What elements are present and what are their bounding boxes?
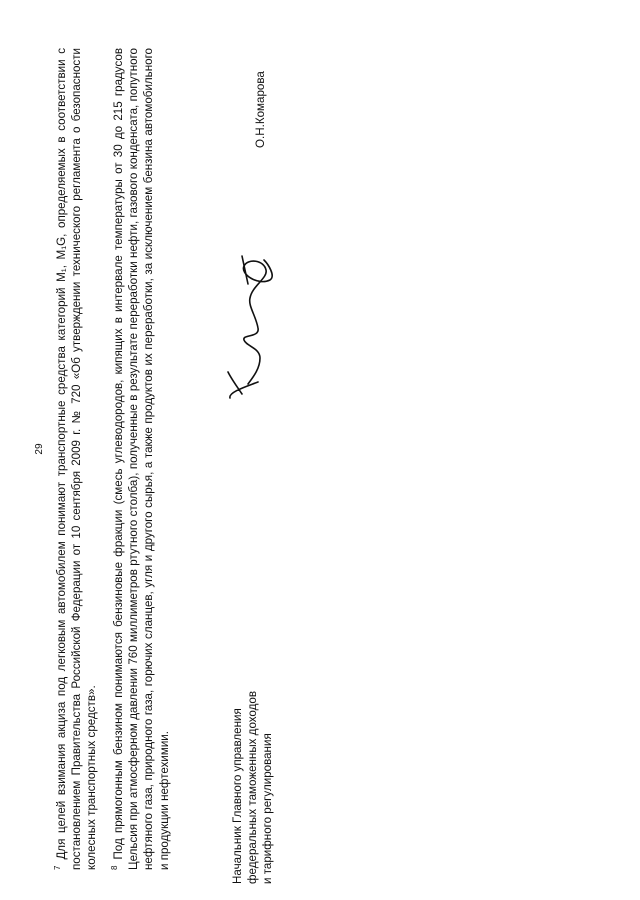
footnote-number: 8 — [110, 865, 120, 870]
signer-name: О.Н.Комарова — [254, 71, 267, 148]
signer-title-line: Начальник Главного управления — [231, 708, 244, 884]
footnote-8 — [111, 48, 172, 870]
page-number: 29 — [34, 443, 45, 455]
footnote-text: Под прямогонным бензином понимаются бензиновые фракции (смесь углеводородов, кипящих в интервале температуры от 30 до 215 градусов Цельсия при атмосферном давлении 760 миллиметров ртутного столба), полученные в результате переработки нефти, газового конденсата, попутного нефтяного газа, природного газа, горючих сланцев, угля и другого сырья, а также продуктов их переработки, за исключением бензина автомобильного и продукции нефтехимии. — [112, 48, 171, 870]
footnote-number: 7 — [53, 865, 63, 870]
handwritten-signature — [208, 252, 278, 402]
signer-title-line: и тарифного регулирования — [261, 733, 275, 884]
footnote-7 — [54, 48, 100, 870]
signer-title — [230, 664, 276, 884]
signer-title-line: федеральных таможенных доходов — [246, 691, 260, 884]
footnote-text: Для целей взимания акциза под легковым автомобилем понимают транспортные средства категорий M₁, M₁G, определяемых в соответствии с постановлением Правительства Российской Федерации от 10 сентября 2009 г. № 720 «Об утверждении технического регламента о безопасности колесных транспортных средств». — [55, 48, 99, 870]
